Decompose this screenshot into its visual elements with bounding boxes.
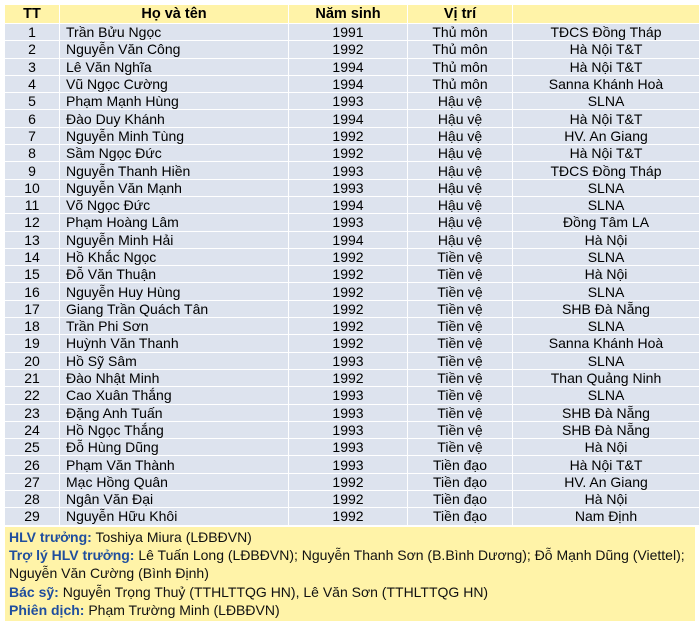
cell-name: Đặng Anh Tuấn (60, 404, 289, 421)
roster-body (5, 24, 700, 526)
staff-panel (4, 526, 696, 622)
staff-label: Bác sỹ: (9, 583, 59, 600)
cell-year: 1992 (289, 508, 408, 525)
cell-year: 1993 (289, 439, 408, 456)
cell-name: Phạm Văn Thành (60, 456, 289, 473)
cell-tt: 11 (5, 196, 60, 213)
cell-name: Đỗ Hùng Dũng (60, 439, 289, 456)
cell-position: Hậu vệ (408, 214, 513, 231)
cell-position: Tiền vệ (408, 318, 513, 335)
cell-club: Hà Nội T&T (513, 145, 700, 162)
table-row (5, 369, 700, 386)
staff-value: Toshiya Miura (LĐBĐVN) (91, 528, 252, 545)
table-row (5, 404, 700, 421)
cell-club: Hà Nội T&T (513, 110, 700, 127)
cell-club: Hà Nội (513, 439, 700, 456)
cell-tt: 29 (5, 508, 60, 525)
cell-name: Giang Trần Quách Tân (60, 300, 289, 317)
cell-year: 1992 (289, 127, 408, 144)
cell-club: TĐCS Đồng Tháp (513, 162, 700, 179)
cell-year: 1993 (289, 456, 408, 473)
cell-year: 1994 (289, 231, 408, 248)
header-tt: TT (5, 5, 60, 24)
table-row (5, 387, 700, 404)
cell-name: Đào Nhật Minh (60, 369, 289, 386)
table-row (5, 127, 700, 144)
cell-year: 1992 (289, 369, 408, 386)
cell-position: Tiền vệ (408, 404, 513, 421)
cell-position: Hậu vệ (408, 110, 513, 127)
cell-club: Hà Nội T&T (513, 456, 700, 473)
cell-club: SLNA (513, 283, 700, 300)
cell-year: 1992 (289, 248, 408, 265)
cell-name: Nguyễn Huy Hùng (60, 283, 289, 300)
cell-year: 1993 (289, 93, 408, 110)
cell-name: Hồ Khắc Ngọc (60, 248, 289, 265)
cell-year: 1992 (289, 300, 408, 317)
cell-tt: 21 (5, 369, 60, 386)
cell-tt: 9 (5, 162, 60, 179)
cell-club: Hà Nội (513, 491, 700, 508)
cell-club: SLNA (513, 93, 700, 110)
staff-assistant-coach (9, 546, 691, 583)
cell-club: SHB Đà Nẵng (513, 300, 700, 317)
header-name: Họ và tên (60, 5, 289, 24)
cell-name: Lê Văn Nghĩa (60, 58, 289, 75)
cell-tt: 25 (5, 439, 60, 456)
staff-label: Phiên dịch: (9, 601, 85, 618)
cell-name: Trần Phi Sơn (60, 318, 289, 335)
staff-value: Nguyễn Trọng Thuỷ (TTHLTTQG HN), Lê Văn Sơn (TTHLTTQG HN) (58, 583, 489, 600)
cell-tt: 17 (5, 300, 60, 317)
table-row (5, 335, 700, 352)
staff-value: Phạm Trường Minh (LĐBĐVN) (84, 601, 280, 618)
cell-position: Hậu vệ (408, 145, 513, 162)
cell-club: HV. An Giang (513, 473, 700, 490)
cell-position: Tiền vệ (408, 248, 513, 265)
cell-club: SHB Đà Nẵng (513, 404, 700, 421)
cell-club: Sanna Khánh Hoà (513, 75, 700, 92)
cell-year: 1994 (289, 196, 408, 213)
cell-club: Hà Nội (513, 231, 700, 248)
table-row (5, 24, 700, 41)
roster-document (4, 4, 696, 622)
cell-position: Thủ môn (408, 58, 513, 75)
cell-name: Nguyễn Minh Hải (60, 231, 289, 248)
table-row (5, 75, 700, 92)
cell-year: 1992 (289, 145, 408, 162)
cell-club: SLNA (513, 318, 700, 335)
cell-position: Tiền vệ (408, 300, 513, 317)
table-row (5, 508, 700, 525)
cell-club: SLNA (513, 248, 700, 265)
cell-tt: 23 (5, 404, 60, 421)
cell-year: 1992 (289, 283, 408, 300)
cell-club: SLNA (513, 179, 700, 196)
cell-club: SLNA (513, 196, 700, 213)
cell-name: Cao Xuân Thắng (60, 387, 289, 404)
table-row (5, 162, 700, 179)
cell-position: Tiền đạo (408, 473, 513, 490)
cell-name: Đỗ Văn Thuận (60, 266, 289, 283)
table-row (5, 352, 700, 369)
table-row (5, 110, 700, 127)
cell-tt: 7 (5, 127, 60, 144)
table-row (5, 58, 700, 75)
table-row (5, 283, 700, 300)
cell-name: Mạc Hồng Quân (60, 473, 289, 490)
cell-tt: 18 (5, 318, 60, 335)
cell-name: Phạm Mạnh Hùng (60, 93, 289, 110)
cell-name: Hồ Ngọc Thắng (60, 421, 289, 438)
table-row (5, 231, 700, 248)
cell-position: Tiền vệ (408, 266, 513, 283)
cell-year: 1992 (289, 491, 408, 508)
cell-tt: 27 (5, 473, 60, 490)
cell-name: Võ Ngọc Đức (60, 196, 289, 213)
staff-label: Trợ lý HLV trưởng: (9, 546, 135, 563)
cell-name: Nguyễn Minh Tùng (60, 127, 289, 144)
cell-name: Huỳnh Văn Thanh (60, 335, 289, 352)
cell-club: SLNA (513, 387, 700, 404)
cell-club: SLNA (513, 352, 700, 369)
staff-label: HLV trưởng: (9, 528, 92, 545)
cell-name: Trần Bửu Ngọc (60, 24, 289, 41)
table-row (5, 300, 700, 317)
cell-position: Hậu vệ (408, 93, 513, 110)
table-row (5, 473, 700, 490)
cell-tt: 24 (5, 421, 60, 438)
cell-position: Tiền vệ (408, 387, 513, 404)
cell-club: Than Quảng Ninh (513, 369, 700, 386)
cell-name: Nguyễn Hữu Khôi (60, 508, 289, 525)
cell-year: 1993 (289, 162, 408, 179)
cell-year: 1993 (289, 214, 408, 231)
cell-year: 1992 (289, 318, 408, 335)
table-row (5, 318, 700, 335)
staff-value: Lê Tuấn Long (LĐBĐVN); Nguyễn Thanh Sơn (B.Bình Dương); Đỗ Mạnh Dũng (Viettel); Nguyễn Văn Cường (Bình Định) (9, 546, 685, 582)
cell-position: Tiền vệ (408, 283, 513, 300)
cell-position: Hậu vệ (408, 162, 513, 179)
cell-year: 1991 (289, 24, 408, 41)
cell-tt: 12 (5, 214, 60, 231)
cell-name: Nguyễn Thanh Hiền (60, 162, 289, 179)
cell-club: TĐCS Đồng Tháp (513, 24, 700, 41)
cell-year: 1993 (289, 387, 408, 404)
staff-interpreter (9, 601, 691, 619)
table-row (5, 456, 700, 473)
cell-name: Ngân Văn Đại (60, 491, 289, 508)
table-row (5, 93, 700, 110)
cell-name: Đào Duy Khánh (60, 110, 289, 127)
cell-name: Vũ Ngọc Cường (60, 75, 289, 92)
cell-club: Đồng Tâm LA (513, 214, 700, 231)
cell-year: 1992 (289, 266, 408, 283)
cell-name: Sầm Ngọc Đức (60, 145, 289, 162)
cell-name: Hồ Sỹ Sâm (60, 352, 289, 369)
header-position: Vị trí (408, 5, 513, 24)
cell-tt: 26 (5, 456, 60, 473)
cell-year: 1994 (289, 75, 408, 92)
cell-name: Phạm Hoàng Lâm (60, 214, 289, 231)
table-row (5, 266, 700, 283)
roster-table (4, 4, 700, 526)
cell-position: Tiền vệ (408, 439, 513, 456)
table-row (5, 145, 700, 162)
cell-tt: 10 (5, 179, 60, 196)
staff-doctor (9, 583, 691, 601)
table-row (5, 421, 700, 438)
cell-tt: 3 (5, 58, 60, 75)
cell-position: Tiền vệ (408, 335, 513, 352)
cell-position: Hậu vệ (408, 127, 513, 144)
cell-tt: 15 (5, 266, 60, 283)
cell-position: Hậu vệ (408, 179, 513, 196)
cell-year: 1992 (289, 41, 408, 58)
cell-year: 1994 (289, 58, 408, 75)
cell-tt: 6 (5, 110, 60, 127)
cell-club: Nam Định (513, 508, 700, 525)
cell-tt: 20 (5, 352, 60, 369)
cell-name: Nguyễn Văn Mạnh (60, 179, 289, 196)
cell-position: Tiền đạo (408, 456, 513, 473)
cell-tt: 16 (5, 283, 60, 300)
cell-year: 1993 (289, 179, 408, 196)
table-row (5, 196, 700, 213)
cell-position: Thủ môn (408, 41, 513, 58)
table-row (5, 214, 700, 231)
cell-club: SHB Đà Nẵng (513, 421, 700, 438)
table-row (5, 248, 700, 265)
table-row (5, 439, 700, 456)
cell-position: Tiền vệ (408, 352, 513, 369)
cell-year: 1994 (289, 110, 408, 127)
table-header-row (5, 5, 700, 24)
cell-year: 1993 (289, 421, 408, 438)
cell-tt: 8 (5, 145, 60, 162)
cell-year: 1992 (289, 473, 408, 490)
table-row (5, 41, 700, 58)
cell-name: Nguyễn Văn Công (60, 41, 289, 58)
cell-year: 1992 (289, 335, 408, 352)
cell-tt: 14 (5, 248, 60, 265)
cell-tt: 5 (5, 93, 60, 110)
header-year: Năm sinh (289, 5, 408, 24)
cell-position: Tiền đạo (408, 508, 513, 525)
cell-tt: 2 (5, 41, 60, 58)
table-row (5, 491, 700, 508)
cell-position: Tiền đạo (408, 491, 513, 508)
cell-tt: 19 (5, 335, 60, 352)
cell-tt: 13 (5, 231, 60, 248)
cell-position: Hậu vệ (408, 231, 513, 248)
header-club (513, 5, 700, 24)
cell-tt: 4 (5, 75, 60, 92)
cell-year: 1993 (289, 352, 408, 369)
table-row (5, 179, 700, 196)
cell-tt: 1 (5, 24, 60, 41)
cell-club: Hà Nội T&T (513, 58, 700, 75)
cell-position: Thủ môn (408, 24, 513, 41)
cell-tt: 28 (5, 491, 60, 508)
cell-position: Thủ môn (408, 75, 513, 92)
cell-club: HV. An Giang (513, 127, 700, 144)
cell-position: Tiền vệ (408, 421, 513, 438)
cell-position: Hậu vệ (408, 196, 513, 213)
cell-year: 1993 (289, 404, 408, 421)
cell-club: Hà Nội (513, 266, 700, 283)
cell-club: Sanna Khánh Hoà (513, 335, 700, 352)
cell-club: Hà Nội T&T (513, 41, 700, 58)
cell-tt: 22 (5, 387, 60, 404)
staff-head-coach (9, 528, 691, 546)
cell-position: Tiền vệ (408, 369, 513, 386)
